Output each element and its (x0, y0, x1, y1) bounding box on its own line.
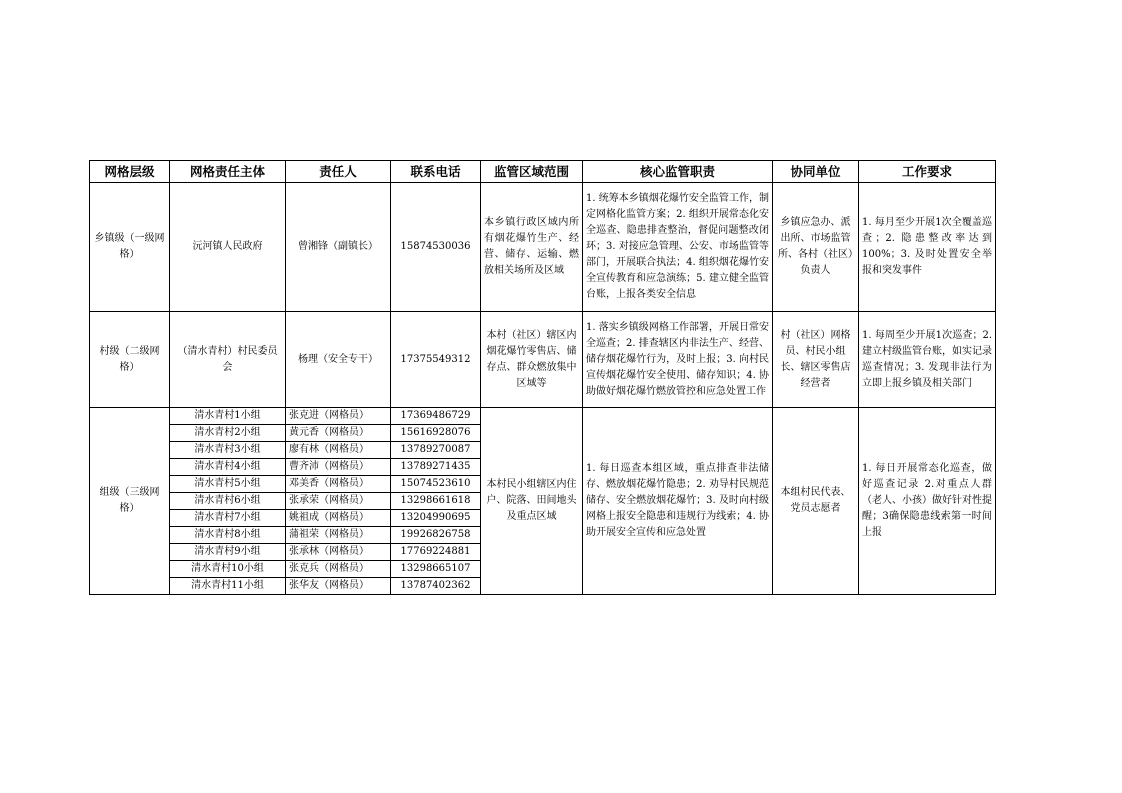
grid-responsibility-table (89, 160, 996, 595)
header-level: 网格层级 (90, 161, 170, 183)
person-cell: 张华友（网格员） (286, 578, 391, 595)
table-row-village (90, 312, 996, 408)
person-cell: 黄元香（网格员） (286, 425, 391, 442)
entity-cell: 清水青村7小组 (170, 510, 286, 527)
header-phone: 联系电话 (391, 161, 481, 183)
person-cell: 邓美香（网格员） (286, 476, 391, 493)
header-area: 监管区域范围 (481, 161, 583, 183)
entity-cell: （清水青村）村民委员会 (170, 312, 286, 408)
entity-cell: 清水青村3小组 (170, 442, 286, 459)
table-row-group (90, 408, 996, 425)
entity-cell: 清水青村11小组 (170, 578, 286, 595)
person-cell: 廖有林（网格员） (286, 442, 391, 459)
phone-cell: 13204990695 (391, 510, 481, 527)
requirements-cell: 1. 每日开展常态化巡查，做好巡查记录 2.对重点人群（老人、小孩）做好针对性提醒；3确保隐患线索第一时间上报 (859, 408, 996, 595)
area-cell: 本村（社区）辖区内烟花爆竹零售店、储存点、群众燃放集中区域等 (481, 312, 583, 408)
duties-cell: 1. 每日巡查本组区域，重点排查非法储存、燃放烟花爆竹隐患；2. 劝导村民规范储存、安全燃放烟花爆竹；3. 及时向村级网格上报安全隐患和违规行为线索；4. 协助开展安全宣传和应急处置 (583, 408, 773, 595)
phone-cell: 13789270087 (391, 442, 481, 459)
header-duties: 核心监管职责 (583, 161, 773, 183)
phone-cell: 19926826758 (391, 527, 481, 544)
entity-cell: 清水青村10小组 (170, 561, 286, 578)
entity-cell: 清水青村1小组 (170, 408, 286, 425)
person-cell: 曹齐沛（网格员） (286, 459, 391, 476)
header-row (90, 161, 996, 183)
partners-cell: 乡镇应急办、派出所、市场监管所、各村（社区）负责人 (773, 183, 859, 312)
entity-cell: 清水青村5小组 (170, 476, 286, 493)
level-cell: 组级（三级网格） (90, 408, 170, 595)
phone-cell: 15874530036 (391, 183, 481, 312)
header-entity: 网格责任主体 (170, 161, 286, 183)
header-partners: 协同单位 (773, 161, 859, 183)
person-cell: 张克兵（网格员） (286, 561, 391, 578)
person-cell: 张承林（网格员） (286, 544, 391, 561)
person-cell: 姚祖成（网格员） (286, 510, 391, 527)
area-cell: 本村民小组辖区内住户、院落、田间地头及重点区域 (481, 408, 583, 595)
phone-cell: 15616928076 (391, 425, 481, 442)
person-cell: 蒲祖荣（网格员） (286, 527, 391, 544)
entity-cell: 沅河镇人民政府 (170, 183, 286, 312)
entity-cell: 清水青村4小组 (170, 459, 286, 476)
phone-cell: 17369486729 (391, 408, 481, 425)
table-row-township (90, 183, 996, 312)
phone-cell: 13787402362 (391, 578, 481, 595)
partners-cell: 村（社区）网格员、村民小组长、辖区零售店经营者 (773, 312, 859, 408)
level-cell: 村级（二级网格） (90, 312, 170, 408)
entity-cell: 清水青村9小组 (170, 544, 286, 561)
partners-cell: 本组村民代表、党员志愿者 (773, 408, 859, 595)
phone-cell: 13789271435 (391, 459, 481, 476)
area-cell: 本乡镇行政区域内所有烟花爆竹生产、经营、储存、运输、燃放相关场所及区域 (481, 183, 583, 312)
duties-cell: 1. 落实乡镇级网格工作部署，开展日常安全巡查；2. 排查辖区内非法生产、经营、储存烟花爆竹行为，及时上报；3. 向村民宣传烟花爆竹安全使用、储存知识；4. 协助做好烟花爆竹燃放管控和应急处置工作 (583, 312, 773, 408)
header-requirements: 工作要求 (859, 161, 996, 183)
person-cell: 张克进（网格员） (286, 408, 391, 425)
phone-cell: 13298661618 (391, 493, 481, 510)
person-cell: 杨理（安全专干） (286, 312, 391, 408)
entity-cell: 清水青村6小组 (170, 493, 286, 510)
phone-cell: 17769224881 (391, 544, 481, 561)
phone-cell: 15074523610 (391, 476, 481, 493)
header-person: 责任人 (286, 161, 391, 183)
phone-cell: 17375549312 (391, 312, 481, 408)
requirements-cell: 1. 每月至少开展1次全覆盖巡查；2. 隐患整改率达到100%；3. 及时处置安全举报和突发事件 (859, 183, 996, 312)
level-cell: 乡镇级（一级网格） (90, 183, 170, 312)
entity-cell: 清水青村8小组 (170, 527, 286, 544)
requirements-cell: 1. 每周至少开展1次巡查；2. 建立村级监管台账，如实记录巡查情况；3. 发现非法行为立即上报乡镇及相关部门 (859, 312, 996, 408)
duties-cell: 1. 统筹本乡镇烟花爆竹安全监管工作，制定网格化监管方案；2. 组织开展常态化安全巡查、隐患排查整治，督促问题整改闭环；3. 对接应急管理、公安、市场监管等部门，开展联合执法；4. 组织烟花爆竹安全宣传教育和应急演练；5. 建立健全监管台账，上报各类安全信息 (583, 183, 773, 312)
phone-cell: 13298665107 (391, 561, 481, 578)
entity-cell: 清水青村2小组 (170, 425, 286, 442)
person-cell: 张承荣（网格员） (286, 493, 391, 510)
person-cell: 曾湘锋（副镇长） (286, 183, 391, 312)
